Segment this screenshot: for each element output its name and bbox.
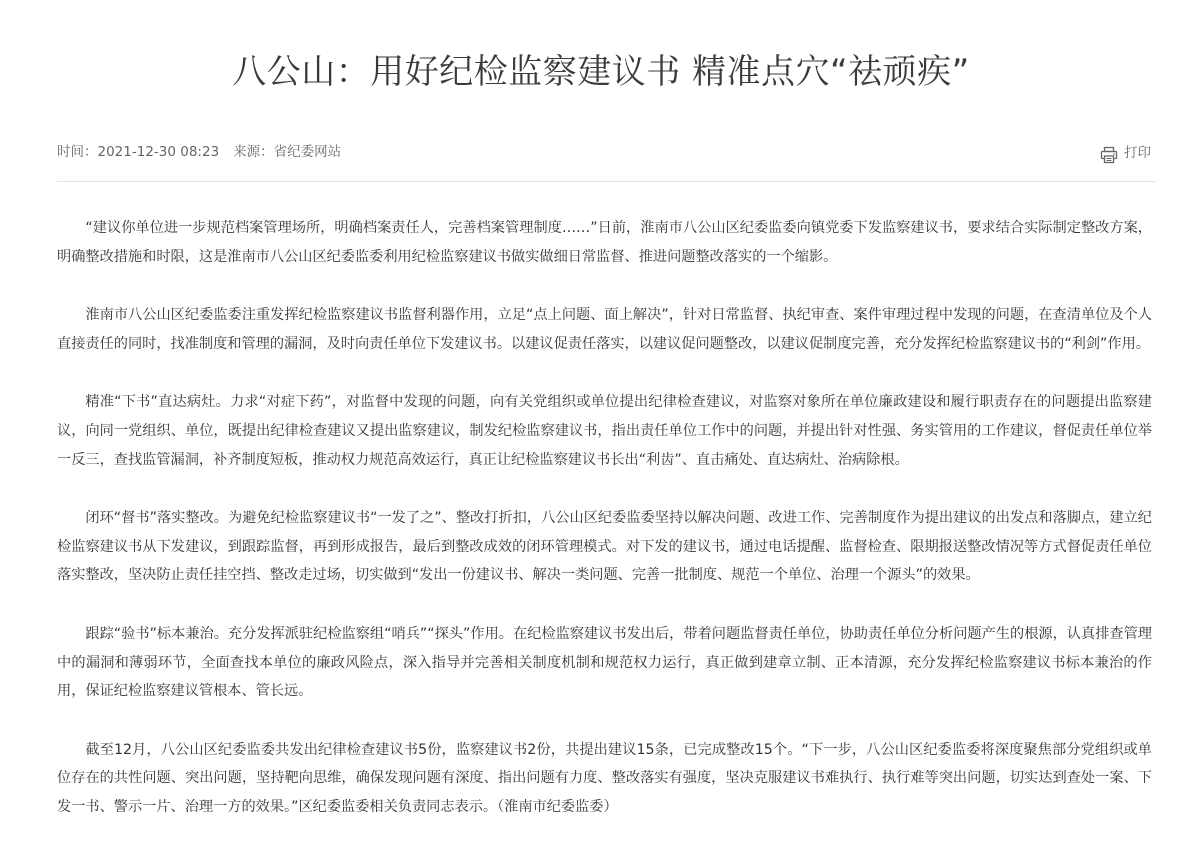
- paragraph-2: 淮南市八公山区纪委监委注重发挥纪检监察建议书监督利器作用，立足“点上问题、面上解决”，针对日常监督、执纪审查、案件审理过程中发现的问题，在查清单位及个人直接责任的同时，找准制度和管理的漏洞，及时向责任单位下发建议书。以建议促责任落实，以建议促问题整改，以建议促制度完善，充分发挥纪检监察建议书的“利剑”作用。: [57, 307, 1152, 352]
- paragraph-3: 精准“下书”直达病灶。力求“对症下药”，对监督中发现的问题，向有关党组织或单位提出纪律检查建议，对监察对象所在单位廉政建设和履行职责存在的问题提出监察建议，向同一党组织、单位，既提出纪律检查建议又提出监察建议，制发纪检监察建议书，指出责任单位工作中的问题，并提出针对性强、务实管用的工作建议，督促责任单位举一反三，查找监管漏洞，补齐制度短板，推动权力规范高效运行，真正让纪检监察建议书长出“利齿”、直击痛处、直达病灶、治病除根。: [57, 394, 1152, 468]
- article-title: 八公山：用好纪检监察建议书 精准点穴“祛顽疾”: [232, 52, 970, 92]
- paragraph-1: “建议你单位进一步规范档案管理场所，明确档案责任人，完善档案管理制度……”日前，淮南市八公山区纪委监委向镇党委下发监察建议书，要求结合实际制定整改方案，明确整改措施和时限，这是淮南市八公山区纪委监委利用纪检监察建议书做实做细日常监督、推进问题整改落实的一个缩影。: [57, 220, 1152, 265]
- paragraph-5: 跟踪“验书”标本兼治。充分发挥派驻纪检监察组“哨兵”“探头”作用。在纪检监察建议书发出后，带着问题监督责任单位，协助责任单位分析问题产生的根源，认真排查管理中的漏洞和薄弱环节，全面查找本单位的廉政风险点，深入指导并完善相关制度机制和规范权力运行，真正做到建章立制、正本清源，充分发挥纪检监察建议书标本兼治的作用，保证纪检监察建议管根本、管长远。: [57, 625, 1152, 700]
- paragraph-4: 闭环“督书”落实整改。为避免纪检监察建议书“一发了之”、整改打折扣，八公山区纪委监委坚持以解决问题、改进工作、完善制度作为提出建议的出发点和落脚点，建立纪检监察建议书从下发建议，到跟踪监督，再到形成报告，最后到整改成效的闭环管理模式。对下发的建议书，通过电话提醒、监督检查、限期报送整改情况等方式督促责任单位落实整改，坚决防止责任挂空挡、整改走过场，切实做到“发出一份建议书、解决一类问题、完善一批制度、规范一个单位、治理一个源头”的效果。: [57, 510, 1152, 584]
- print-label: 打印: [1124, 145, 1151, 161]
- printer-icon: [1100, 146, 1118, 164]
- paragraph-6: 截至12月，八公山区纪委监委共发出纪律检查建议书5份，监察建议书2份，共提出建议15条，已完成整改15个。“下一步，八公山区纪委监委将深度聚焦部分党组织或单位存在的共性问题、突出问题，坚持靶向思维，确保发现问题有深度、指出问题有力度、整改落实有强度，坚决克服建议书难执行、执行难等突出问题，切实达到查处一案、下发一书、警示一片、治理一方的效果。”区纪委监委相关负责同志表示。（淮南市纪委监委）: [57, 741, 1152, 815]
- time-label: 时间：: [57, 144, 98, 160]
- publish-time: 2021-12-30 08:23: [97, 144, 220, 160]
- source-value: 省纪委网站: [273, 144, 342, 160]
- print-button[interactable]: [1100, 142, 1151, 164]
- header-divider: [57, 181, 1156, 182]
- source-label: 来源：: [233, 144, 274, 160]
- article-meta: [57, 142, 341, 162]
- article-body: [57, 214, 1152, 852]
